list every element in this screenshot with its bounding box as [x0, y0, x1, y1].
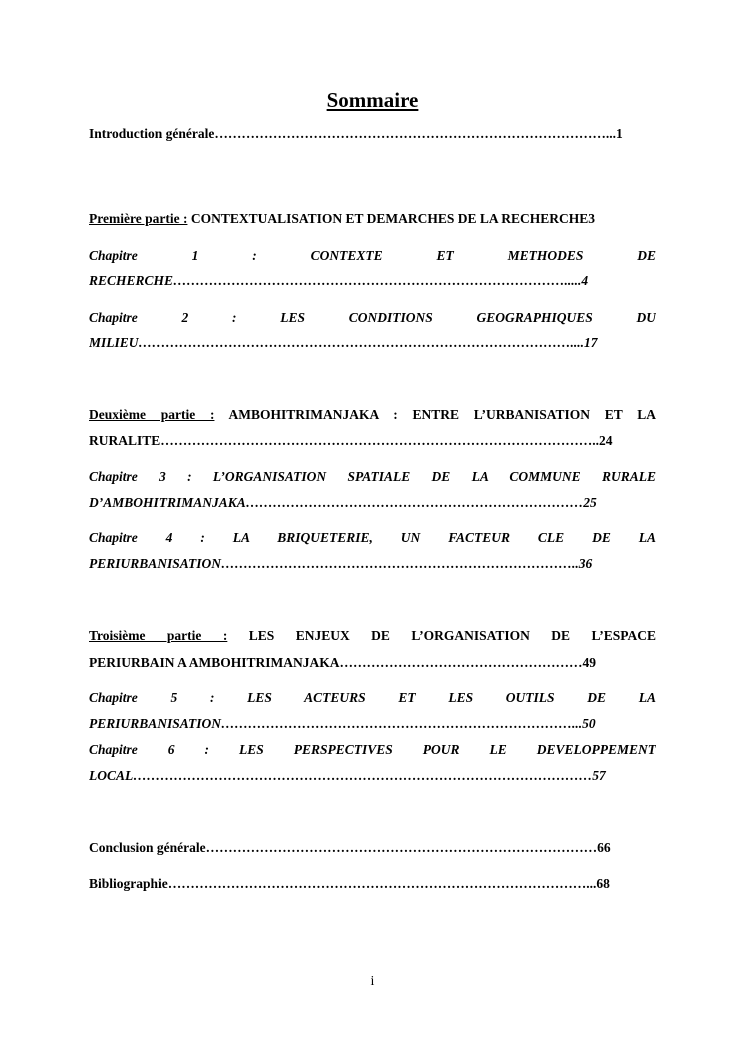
- toc-part-1[interactable]: [89, 209, 656, 229]
- toc-intro[interactable]: Introduction générale……………………………………………………………………………...1: [89, 126, 623, 141]
- toc-chapter-3-line2[interactable]: D’AMBOHITRIMANJAKA…………………………………………………………………25: [89, 495, 597, 510]
- toc-chapter-5-line1[interactable]: Chapitre 5 : LES ACTEURS ET LES OUTILS DE LA: [89, 690, 656, 705]
- toc-chapter-6-line1[interactable]: Chapitre 6 : LES PERSPECTIVES POUR LE DEVELOPPEMENT: [89, 742, 656, 757]
- toc-chapter-3-line1[interactable]: Chapitre 3 : L’ORGANISATION SPATIALE DE LA COMMUNE RURALE: [89, 469, 656, 484]
- toc-bibliography[interactable]: Bibliographie…………………………………………………………………………………...68: [89, 876, 610, 891]
- toc-chapter-2-line2[interactable]: MILIEU……………………………………………………………………………………....17: [89, 335, 598, 350]
- toc-chapter-4-line2[interactable]: PERIURBANISATION……………………………………………………………………..36: [89, 556, 593, 571]
- toc-part-2-line2[interactable]: RURALITE……………………………………………………………………………………..24: [89, 433, 613, 448]
- toc-chapter-4-line1[interactable]: Chapitre 4 : LA BRIQUETERIE, UN FACTEUR CLE DE LA: [89, 530, 656, 545]
- part-3-title: LES ENJEUX DE L’ORGANISATION DE L’ESPACE: [248, 628, 656, 643]
- toc-part-3-line2[interactable]: PERIURBAIN A AMBOHITRIMANJAKA………………………………………………49: [89, 655, 597, 670]
- part-1-label: Première partie :: [89, 211, 188, 226]
- toc-chapter-1-line1[interactable]: Chapitre 1 : CONTEXTE ET METHODES DE: [89, 248, 656, 263]
- toc-chapter-6-line2[interactable]: LOCAL…………………………………………………………………………………………57: [89, 768, 606, 783]
- page-title: Sommaire: [326, 88, 419, 112]
- toc-part-2-line1[interactable]: [89, 405, 656, 425]
- toc-chapter-5-line2[interactable]: PERIURBANISATION……………………………………………………………………...50: [89, 716, 596, 731]
- toc-chapter-1-line2[interactable]: RECHERCHE…………………………………………………………………………….....4: [89, 273, 589, 288]
- part-2-title: AMBOHITRIMANJAKA : ENTRE L’URBANISATION ET LA: [228, 407, 656, 422]
- toc-conclusion[interactable]: Conclusion générale……………………………………………………………………………66: [89, 840, 611, 855]
- part-2-label: Deuxième partie :: [89, 407, 215, 422]
- part-3-label: Troisième partie :: [89, 628, 228, 643]
- toc-part-3-line1[interactable]: [89, 626, 656, 646]
- part-1-title: CONTEXTUALISATION ET DEMARCHES DE LA RECHERCHE3: [187, 211, 596, 226]
- toc-chapter-2-line1[interactable]: Chapitre 2 : LES CONDITIONS GEOGRAPHIQUES DU: [89, 310, 656, 325]
- page-number: i: [370, 974, 375, 989]
